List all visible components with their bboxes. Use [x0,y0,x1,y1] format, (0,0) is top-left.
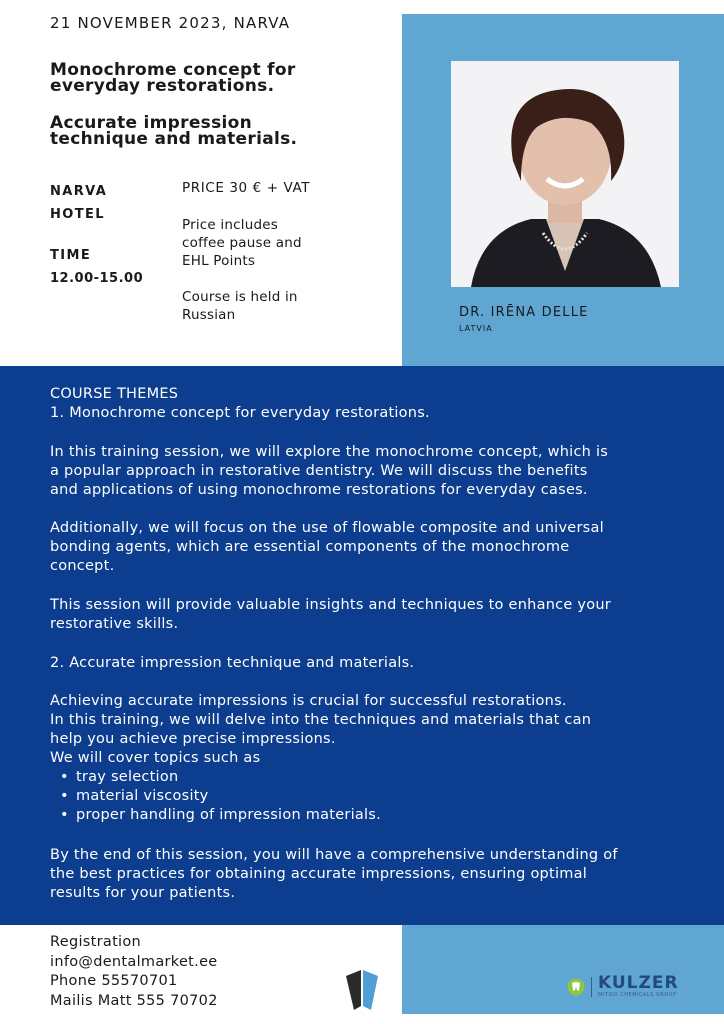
venue-line: NARVA [50,184,108,199]
kulzer-tooth-icon [567,978,585,996]
list-item: • tray selection [50,768,690,787]
tooth-logo-icon [344,970,380,1014]
paragraph-line: In this training session, we will explore the monochrome concept, which is [50,444,609,460]
paragraph-line: In this training, we will delve into the techniques and materials that can [50,712,592,728]
paragraph-line: By the end of this session, you will have a comprehensive understanding of [50,847,618,863]
paragraph-line: the best practices for obtaining accurate impressions, ensuring optimal [50,866,588,882]
topics-list [50,768,690,825]
speaker-country: LATVIA [459,324,493,333]
contact-person: Mailis Matt 555 70702 [50,992,218,1009]
includes-line: Price includes [182,217,278,233]
speaker-photo [451,61,679,287]
theme1-paragraph2 [50,519,690,576]
theme2-title: 2. Accurate impression technique and materials. [50,655,415,671]
time-label: TIME [50,248,92,263]
kulzer-logo [567,975,679,998]
time-value: 12.00-15.00 [50,271,144,286]
language-line: Russian [182,307,236,323]
themes-heading: COURSE THEMES [50,386,179,402]
title-line: Accurate impression [50,113,253,133]
theme1-paragraph3 [50,596,690,634]
paragraph-line: Additionally, we will focus on the use of flowable composite and universal [50,520,604,536]
contact-email[interactable]: info@dentalmarket.ee [50,953,218,970]
paragraph-line: a popular approach in restorative dentistry. We will discuss the benefits [50,463,588,479]
theme1-title: 1. Monochrome concept for everyday restorations. [50,405,430,421]
event-date-location: 21 NOVEMBER 2023, NARVA [50,14,291,32]
paragraph-line: bonding agents, which are essential components of the monochrome [50,539,570,555]
paragraph-line: Achieving accurate impressions is crucial for successful restorations. [50,693,567,709]
title-impression [50,115,297,147]
price-includes [182,216,302,270]
sponsor-name: KULZER [598,973,679,993]
sponsor-subtitle: MITSUI CHEMICALS GROUP [598,992,677,998]
paragraph-line: concept. [50,558,115,574]
contact-info [50,933,218,1011]
paragraph-line: help you achieve precise impressions. [50,731,336,747]
registration-label: Registration [50,934,142,950]
venue-line: HOTEL [50,207,105,222]
contact-phone: Phone 55570701 [50,973,178,989]
paragraph-line: and applications of using monochrome restorations for everyday cases. [50,482,588,498]
title-line: technique and materials. [50,129,298,149]
list-item: • material viscosity [50,787,690,806]
speaker-name: DR. IRĒNA DELLE [459,305,589,320]
price: PRICE 30 € + VAT [182,180,311,196]
course-themes-section [0,366,724,925]
venue [50,180,107,226]
themes-header [50,385,690,423]
paragraph-line: restorative skills. [50,616,179,632]
logo-divider [591,977,592,997]
title-monochrome [50,62,296,94]
language-line: Course is held in [182,289,298,305]
includes-line: coffee pause and [182,235,302,251]
title-line: Monochrome concept for [50,60,296,80]
paragraph-line: results for your patients. [50,885,236,901]
paragraph-line: This session will provide valuable insights and techniques to enhance your [50,597,612,613]
title-line: everyday restorations. [50,76,275,96]
course-language [182,288,298,324]
theme1-paragraph1 [50,443,690,500]
paragraph-line: We will cover topics such as [50,750,261,766]
theme2-paragraph1 [50,692,690,825]
includes-line: EHL Points [182,253,256,269]
list-item: • proper handling of impression materials. [50,806,690,825]
theme2-paragraph2 [50,846,690,903]
footer-panel-background [402,925,724,1014]
